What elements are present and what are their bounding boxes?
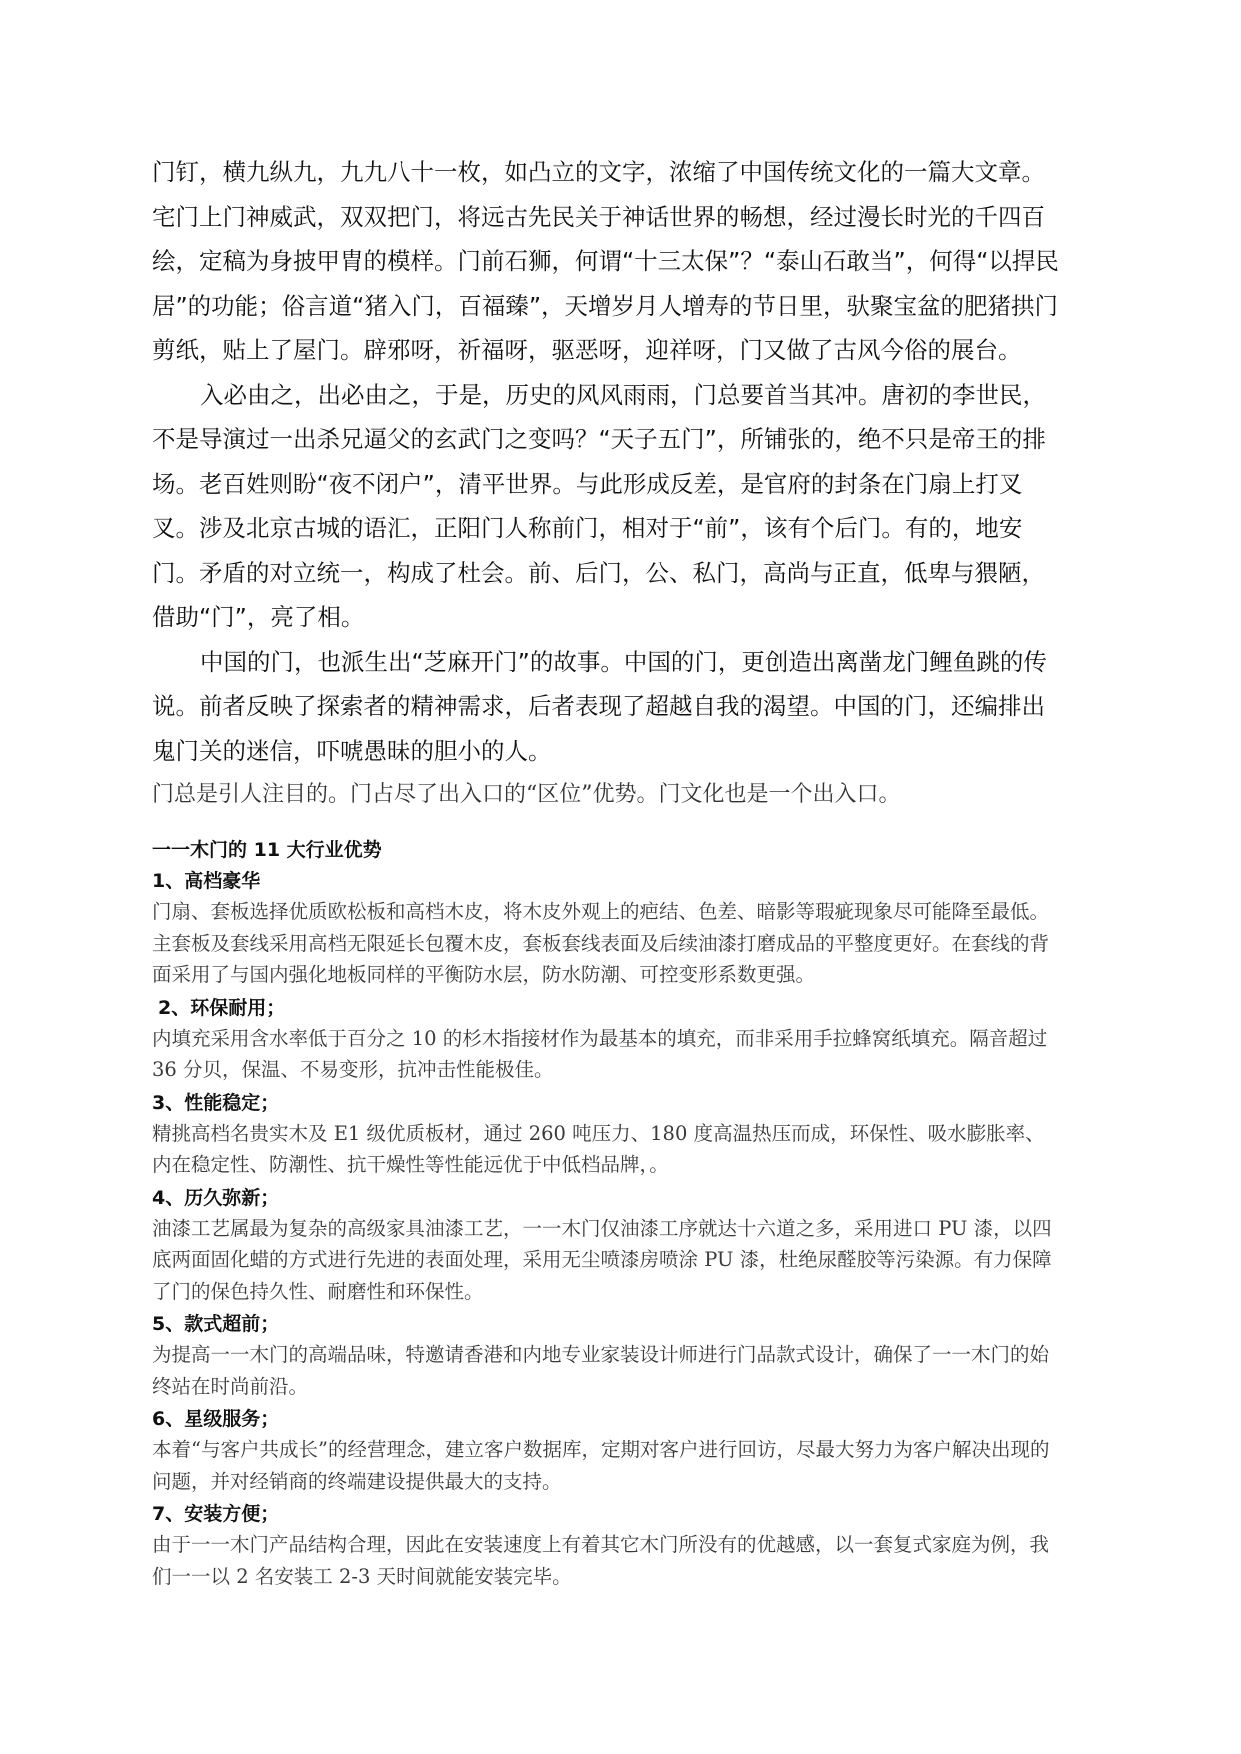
item-4-heading: 4、历久弥新； xyxy=(152,1186,280,1209)
item-2-body: 内填充采用含水率低于百分之 10 的杉木指接材作为最基本的填充，而非采用手拉蜂窝纸填充。隔音超过 36 分贝，保温、不易变形，抗冲击性能极佳。 xyxy=(152,1026,1048,1081)
item-7-body: 由于一一木门产品结构合理，因此在安装速度上有着其它木门所没有的优越感，以一套复式家庭为例，我们一一以 2 名安装工 2-3 天时间就能安装完毕。 xyxy=(152,1533,1050,1588)
essay-paragraph-4: 门总是引人注目的。门占尽了出入口的“区位”优势。门文化也是一个出入口。 xyxy=(152,782,901,807)
essay-block xyxy=(152,150,1062,818)
item-6-body: 本着“与客户共成长”的经营理念，建立客户数据库，定期对客户进行回访，尽最大努力为客户解决出现的问题，并对经销商的终端建设提供最大的支持。 xyxy=(152,1438,1050,1493)
item-5-heading: 5、款式超前； xyxy=(152,1313,280,1335)
essay-paragraph-3: 中国的门，也派生出“芝麻开门”的故事。中国的门，更创造出离凿龙门鲤鱼跳的传说。前者反映了探索者的精神需求，后者表现了超越自我的渴望。中国的门，还编排出鬼门关的迷信，吓唬愚昧的胆小的人。 xyxy=(152,647,1047,765)
item-3-body: 精挑高档名贵实木及 E1 级优质板材，通过 260 吨压力、180 度高温热压而成，环保性、吸水膨胀率、内在稳定性、防潮性、抗干燥性等性能远优于中低档品牌，。 xyxy=(152,1121,1045,1176)
item-2-heading: 2、环保耐用； xyxy=(158,996,286,1019)
item-7-heading: 7、安装方便； xyxy=(152,1503,280,1525)
item-5-body: 为提高一一木门的高端品味，特邀请香港和内地专业家装设计师进行门品款式设计，确保了一一木门的始终站在时尚前沿。 xyxy=(152,1343,1050,1398)
item-1-body: 门扇、套板选择优质欧松板和高档木皮，将木皮外观上的疤结、色差、暗影等瑕疵现象尽可能降至最低。主套板及套线采用高档无限延长包覆木皮，套板套线表面及后续油漆打磨成品的平整度更好。在套线的背面采用了与国内强化地板同样的平衡防水层，防水防潮、可控变形系数更强。 xyxy=(152,900,1050,986)
item-1-heading: 1、高档豪华 xyxy=(152,870,261,892)
item-4-body: 油漆工艺属最为复杂的高级家具油漆工艺，一一木门仅油漆工序就达十六道之多，采用进口 PU 漆，以四底两面固化蜡的方式进行先进的表面处理，采用无尘喷漆房喷涂 PU 漆，杜绝尿醛胶等污染源。有力保障了门的保色持久性、耐磨性和环保性。 xyxy=(152,1216,1052,1303)
item-6-heading: 6、星级服务； xyxy=(152,1408,280,1430)
item-3-heading: 3、性能稳定； xyxy=(152,1091,280,1114)
advantages-section xyxy=(152,835,1062,1594)
essay-paragraph-1: 门钉，横九纵九，九九八十一枚，如凸立的文字，浓缩了中国传统文化的一篇大文章。宅门上门神威武，双双把门，将远古先民关于神话世界的畅想，经过漫长时光的千四百绘，定稿为身披甲胄的模样。门前石狮，何谓“十三太保”？“泰山石敢当”，何得“以捍民居”的功能；俗言道“猪入门，百福臻”，天增岁月人增寿的节日里，驮聚宝盆的肥猪拱门剪纸，贴上了屋门。辟邪呀，祈福呀，驱恶呀，迎祥呀，门又做了古风今俗的展台。 xyxy=(152,158,1059,364)
essay-paragraph-2: 入必由之，出必由之，于是，历史的风风雨雨，门总要首当其冲。唐初的李世民，不是导演过一出杀兄逼父的玄武门之变吗？“天子五门”，所铺张的，绝不只是帝王的排场。老百姓则盼“夜不闭户”，清平世界。与此形成反差，是官府的封条在门扇上打叉叉。涉及北京古城的语汇，正阳门人称前门，相对于“前”，该有个后门。有的，地安门。矛盾的对立统一，构成了杜会。前、后门，公、私门，高尚与正直，低卑与猥陋，借助“门”，亮了相。 xyxy=(152,380,1046,631)
section-title: 一一木门的 11 大行业优势 xyxy=(152,839,382,861)
